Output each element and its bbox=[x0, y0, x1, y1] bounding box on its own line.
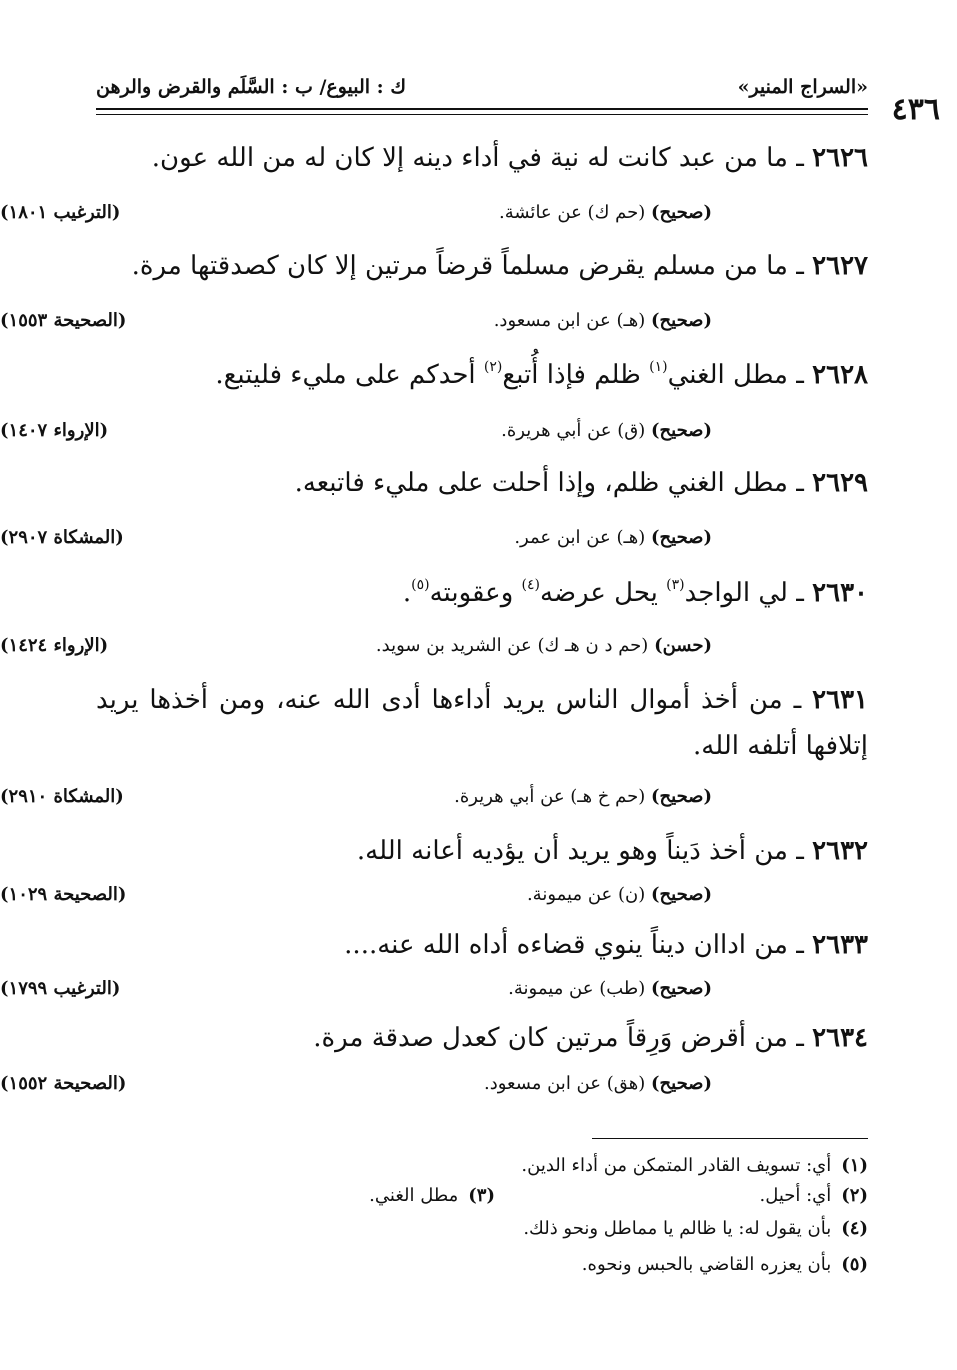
period: . bbox=[402, 578, 412, 608]
hadith-body: أحدكم على مليء فليتبع. bbox=[215, 360, 476, 390]
source: (هق) عن ابن مسعود. bbox=[483, 1073, 646, 1094]
hadith-number: ٢٦٣١ bbox=[812, 685, 868, 715]
grade: (صحيح) bbox=[651, 1073, 712, 1094]
source: (حم د ن هـ ك) عن الشريد بن سويد. bbox=[375, 635, 649, 656]
source: (هـ) عن ابن عمر. bbox=[514, 527, 646, 548]
hadith-source-line bbox=[0, 978, 772, 1008]
hadith-number: ٢٦٣٣ bbox=[812, 930, 868, 960]
source: (طب) عن ميمونة. bbox=[508, 978, 646, 999]
footnote-text: بأن يقول له: يا ظالم يا مماطل ونحو ذلك. bbox=[523, 1218, 832, 1239]
footnote-number: (١) bbox=[841, 1155, 868, 1176]
footnote bbox=[582, 1254, 868, 1275]
hadith-body: من اداان ديناً ينوي قضاءه أداه الله عنه.... bbox=[344, 930, 788, 960]
hadith-number: ٢٦٢٧ bbox=[812, 251, 868, 281]
hadith-entry bbox=[96, 1015, 868, 1061]
source: (هـ) عن ابن مسعود. bbox=[493, 310, 646, 331]
grade: (صحيح) bbox=[651, 420, 712, 441]
hadith-body: وعقوبته bbox=[429, 578, 514, 608]
hadith-source-line bbox=[0, 786, 772, 816]
footnote bbox=[369, 1185, 495, 1206]
grade: (صحيح) bbox=[651, 202, 712, 223]
page-number: ٤٣٦ bbox=[891, 92, 940, 127]
hadith-body: من أخذ أموال الناس يريد أداءها أدى الله عنه، ومن أخذها يريد إتلافها أتلفه الله. bbox=[96, 685, 868, 761]
hadith-entry bbox=[96, 570, 868, 620]
header-rule bbox=[96, 108, 868, 110]
footnote-marker: (٤) bbox=[521, 577, 540, 593]
reference: (الإرواء ١٤٠٧) bbox=[0, 420, 109, 441]
hadith-text: ٢٦٣٣ ـ من اداان ديناً ينوي قضاءه أداه الله عنه.... bbox=[344, 930, 868, 960]
hadith-entry bbox=[96, 243, 868, 289]
hadith-entry bbox=[96, 828, 868, 874]
hadith-body: ظلم فإذا أُتبع bbox=[502, 360, 641, 390]
hadith-number: ٢٦٣٤ bbox=[812, 1023, 868, 1053]
hadith-source-line bbox=[0, 635, 772, 665]
footnote bbox=[521, 1155, 868, 1176]
source: (ن) عن ميمونة. bbox=[526, 884, 646, 905]
footnote bbox=[523, 1218, 868, 1239]
grade: (حسن) bbox=[654, 635, 712, 656]
hadith-text: ٢٦٢٧ ـ ما من مسلم يقرض مسلماً قرضاً مرتين إلا كان كصدقتها مرة. bbox=[131, 251, 868, 281]
footnote-marker: (٣) bbox=[666, 577, 685, 593]
hadith-number: ٢٦٣٠ bbox=[812, 578, 868, 608]
footnote-text: بأن يعزره القاضي بالحبس ونحوه. bbox=[581, 1254, 832, 1275]
hadith-source-line bbox=[0, 527, 772, 557]
grade: (صحيح) bbox=[651, 884, 712, 905]
footnote-number: (٤) bbox=[841, 1218, 868, 1239]
hadith-number: ٢٦٣٢ bbox=[812, 836, 868, 866]
grade: (صحيح) bbox=[651, 310, 712, 331]
chapter-title: ك : البيوع/ ب : السَّلَم والقرض والرهن bbox=[96, 76, 406, 98]
hadith-text: ٢٦٣٤ ـ من أقرض وَرِقاً مرتين كان كعدل صدقة مرة. bbox=[313, 1023, 868, 1053]
hadith-body: لي الواجد bbox=[684, 578, 788, 608]
reference: (الصحيحة ١٥٥٢) bbox=[0, 1073, 127, 1094]
header-rule-thin bbox=[96, 114, 868, 115]
hadith-number: ٢٦٢٦ bbox=[812, 143, 868, 173]
grade: (صحيح) bbox=[651, 978, 712, 999]
reference: (المشكاة ٢٩١٠) bbox=[0, 786, 124, 807]
running-header bbox=[96, 72, 868, 104]
reference: (الإرواء ١٤٢٤) bbox=[0, 635, 109, 656]
hadith-text: ٢٦٢٨ ـ مطل الغني$^{(١)}$ ظلم فإذا أُتبع$^{(٢)}$ أحدكم على مليء فليتبع. bbox=[215, 359, 868, 390]
reference: (المشكاة ٢٩٠٧) bbox=[0, 527, 124, 548]
hadith-entry bbox=[96, 135, 868, 181]
hadith-body: من أقرض وَرِقاً مرتين كان كعدل صدقة مرة. bbox=[313, 1023, 788, 1053]
reference: (الصحيحة ١٥٥٣) bbox=[0, 310, 127, 331]
reference: (الترغيب ١٨٠١) bbox=[0, 202, 121, 223]
hadith-text: ٢٦٣١ ـ من أخذ أموال الناس يريد أداءها أدى الله عنه، ومن أخذها يريد إتلافها أتلفه الله. bbox=[96, 685, 868, 761]
footnote-number: (٢) bbox=[841, 1185, 868, 1206]
reference: (الترغيب ١٧٩٩) bbox=[0, 978, 121, 999]
grade: (صحيح) bbox=[651, 786, 712, 807]
hadith-entry bbox=[96, 460, 868, 506]
hadith-source-line bbox=[0, 1073, 772, 1103]
hadith-entry bbox=[96, 922, 868, 968]
footnote-text: مطل الغني. bbox=[369, 1185, 459, 1206]
hadith-text: ٢٦٣٢ ـ من أخذ دَيناً وهو يريد أن يؤديه أعانه الله. bbox=[356, 836, 868, 866]
hadith-source-line bbox=[0, 202, 772, 232]
hadith-body: ما من عبد كانت له نية في أداء دينه إلا كان له من الله عون. bbox=[151, 143, 788, 173]
footnote-marker: (١) bbox=[649, 359, 668, 375]
hadith-body: يحل عرضه bbox=[540, 578, 658, 608]
hadith-source-line bbox=[0, 310, 772, 340]
footnote-text: أي: تسويف القادر المتمكن من أداء الدين. bbox=[521, 1155, 832, 1176]
book-title: «السراج المنير» bbox=[737, 76, 868, 98]
footnote-number: (٥) bbox=[841, 1254, 868, 1275]
source: (حم خ هـ) عن أبي هريرة. bbox=[454, 786, 646, 807]
hadith-body: ما من مسلم يقرض مسلماً قرضاً مرتين إلا كان كصدقتها مرة. bbox=[131, 251, 788, 281]
hadith-source-line bbox=[0, 884, 772, 914]
footnote-marker: (٥) bbox=[411, 577, 430, 593]
hadith-source-line bbox=[0, 420, 772, 450]
footnote-marker: (٢) bbox=[483, 359, 503, 375]
footnote-text: أي: أحيل. bbox=[759, 1185, 832, 1206]
hadith-text: ٢٦٣٠ ـ لي الواجد$^{(٣)}$ يحل عرضه$^{(٤)}$ وعقوبته$^{(٥)}$. bbox=[402, 577, 868, 608]
hadith-number: ٢٦٢٩ bbox=[812, 468, 868, 498]
hadith-entry bbox=[96, 677, 868, 769]
grade: (صحيح) bbox=[651, 527, 712, 548]
hadith-body: من أخذ دَيناً وهو يريد أن يؤديه أعانه الله. bbox=[356, 836, 788, 866]
hadith-number: ٢٦٢٨ bbox=[812, 360, 868, 390]
hadith-text: ٢٦٢٦ ـ ما من عبد كانت له نية في أداء دينه إلا كان له من الله عون. bbox=[151, 143, 868, 173]
hadith-body: مطل الغني bbox=[667, 360, 788, 390]
source: (ق) عن أبي هريرة. bbox=[501, 420, 646, 441]
footnote-number: (٣) bbox=[468, 1185, 495, 1206]
hadith-text: ٢٦٢٩ ـ مطل الغني ظلم، وإذا أحلت على مليء فاتبعه. bbox=[294, 468, 868, 498]
footnote-separator bbox=[592, 1138, 868, 1139]
footnote bbox=[759, 1185, 868, 1206]
reference: (الصحيحة ١٠٢٩) bbox=[0, 884, 127, 905]
hadith-entry bbox=[96, 352, 868, 402]
hadith-body: مطل الغني ظلم، وإذا أحلت على مليء فاتبعه. bbox=[294, 468, 788, 498]
source: (حم ك) عن عائشة. bbox=[499, 202, 646, 223]
